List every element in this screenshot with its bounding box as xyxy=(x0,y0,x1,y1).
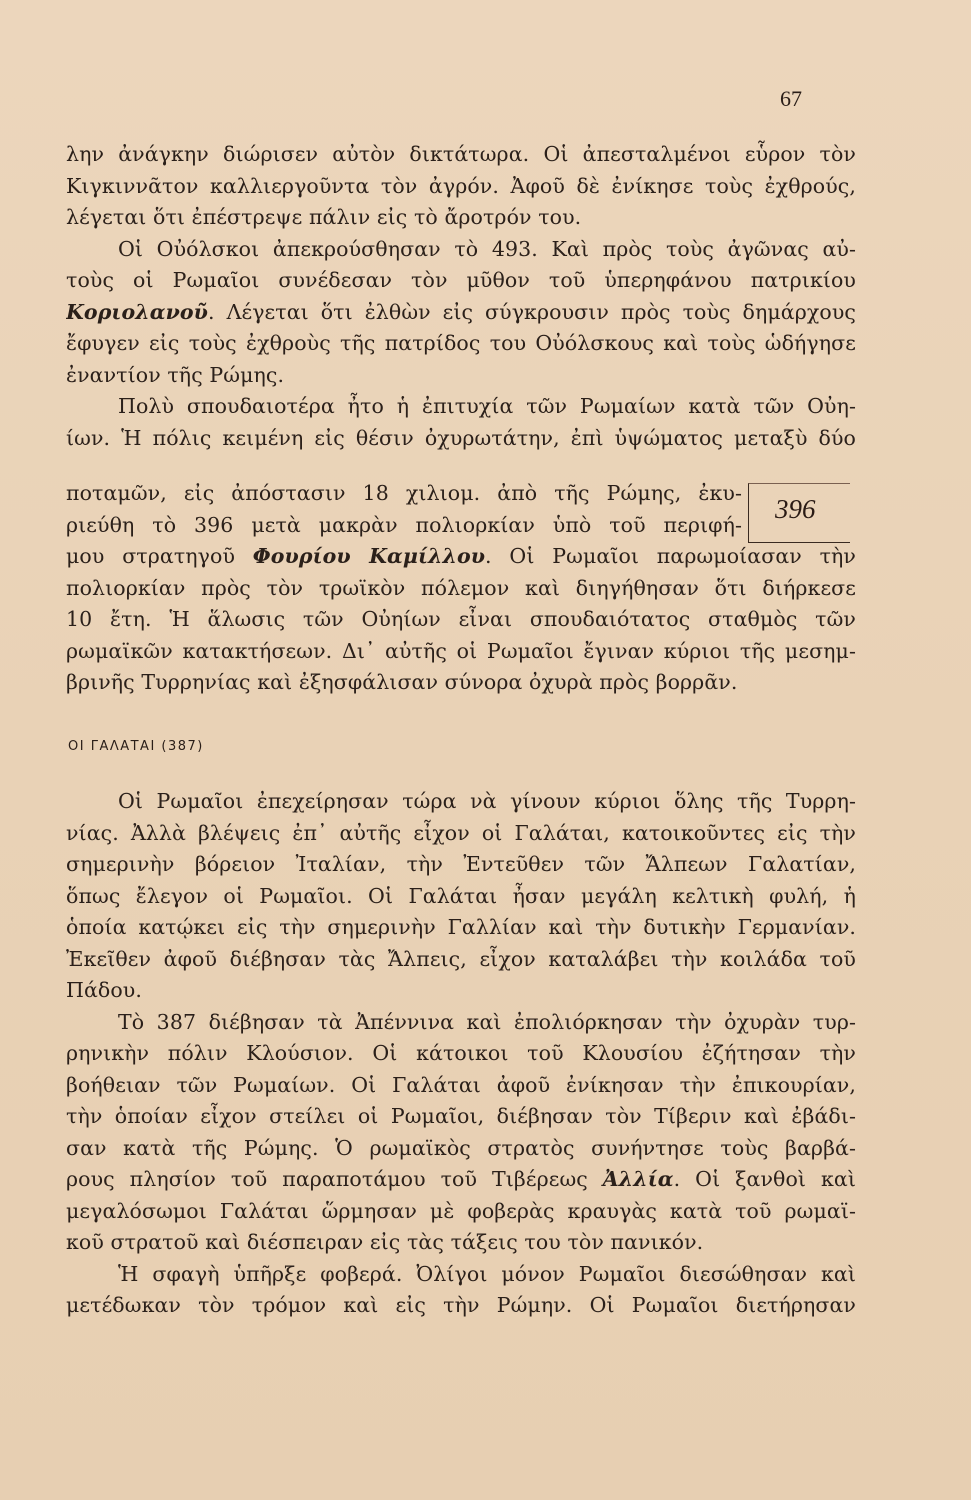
text-line: ὁποία κατῴκει εἰς τὴν σημερινὴν Γαλλίαν καὶ τὴν δυτικὴν Γερμανίαν. xyxy=(66,915,856,939)
text-line: ὅπως ἔλεγον οἱ Ρωμαῖοι. Οἱ Γαλάται ἦσαν μεγάλη κελτικὴ φυλή, ἡ xyxy=(66,883,856,908)
text-line: μεγαλόσωμοι Γαλάται ὥρμησαν μὲ φοβερὰς κραυγὰς κατὰ τοῦ ρωμαϊ- xyxy=(66,1198,856,1223)
paragraph-block-3 xyxy=(66,541,856,699)
text-line: σαν κατὰ τῆς Ρώμης. Ὁ ρωμαϊκὸς στρατὸς συνήντησε τοὺς βαρβά- xyxy=(66,1135,856,1160)
text-line: Οἱ Οὐόλσκοι ἀπεκρούσθησαν τὸ 493. Καὶ πρὸς τοὺς ἀγῶνας αὐ- xyxy=(118,236,856,261)
paragraph-block-1 xyxy=(66,139,856,454)
text-line-koriolanos xyxy=(66,297,856,329)
text-line: βοήθειαν τῶν Ρωμαίων. Οἱ Γαλάται ἀφοῦ ἐνίκησαν τὴν ἐπικουρίαν, xyxy=(66,1072,856,1097)
paragraph-block-4 xyxy=(66,786,856,1322)
page-number: 67 xyxy=(780,86,802,111)
text-line-allia xyxy=(66,1164,856,1196)
text-fragment: . Οἱ Ρωμαῖοι παρωμοίασαν τὴν xyxy=(485,544,856,568)
text-line: Ἐκεῖθεν ἀφοῦ διέβησαν τὰς Ἄλπεις, εἶχον καταλάβει τὴν κοιλάδα τοῦ xyxy=(66,946,856,971)
text-line: κοῦ στρατοῦ καὶ διέσπειραν εἰς τὰς τάξεις του τὸν πανικόν. xyxy=(66,1230,704,1254)
text-line: Πάδου. xyxy=(66,978,142,1002)
text-line: Ἡ σφαγὴ ὑπῆρξε φοβερά. Ὀλίγοι μόνον Ρωμαῖοι διεσώθησαν καὶ xyxy=(118,1261,856,1286)
marginal-date-text: 396 xyxy=(775,494,816,524)
text-line: ρηνικὴν πόλιν Κλούσιον. Οἱ κάτοικοι τοῦ Κλουσίου ἐζήτησαν τὴν xyxy=(66,1041,856,1065)
text-line: σημερινὴν βόρειον Ἰταλίαν, τὴν Ἐντεῦθεν τῶν Ἄλπεων Γαλατίαν, xyxy=(66,852,856,876)
text-fragment: . Λέγεται ὅτι ἐλθὼν εἰς σύγκρουσιν πρὸς τοὺς δημάρχους xyxy=(208,299,856,324)
text-line: ρωμαϊκῶν κατακτήσεων. Δι᾿ αὐτῆς οἱ Ρωμαῖοι ἔγιναν κύριοι τῆς μεσημ- xyxy=(66,638,856,663)
text-line: νίας. Ἀλλὰ βλέψεις ἐπ᾿ αὐτῆς εἶχον οἱ Γαλάται, κατοικοῦντες εἰς τὴν xyxy=(66,820,856,845)
bold-name-allia: Ἀλλία xyxy=(602,1167,674,1191)
text-line: τὴν ὁποίαν εἶχον στείλει οἱ Ρωμαῖοι, διέβησαν τὸν Τίβεριν καὶ ἐβάδι- xyxy=(66,1104,856,1128)
text-line: λην ἀνάγκην διώρισεν αὐτὸν δικτάτωρα. Οἱ ἀπεσταλμένοι εὗρον τὸν xyxy=(66,142,856,166)
text-fragment: μου στρατηγοῦ xyxy=(66,544,253,568)
text-line: ποταμῶν, εἰς ἀπόστασιν 18 χιλιομ. ἀπὸ τῆς Ρώμης, ἐκυ- xyxy=(66,481,742,505)
text-line: ἐναντίον τῆς Ρώμης. xyxy=(66,362,285,387)
marginal-date-note xyxy=(748,483,850,543)
text-line-camillus xyxy=(66,541,856,573)
text-line: 10 ἔτη. Ἡ ἅλωσις τῶν Οὐηίων εἶναι σπουδαιότατος σταθμὸς τῶν xyxy=(66,607,856,631)
bold-name-koriolanos: Κοριολανοῦ xyxy=(66,299,208,324)
text-line: ίων. Ἡ πόλις κειμένη εἰς θέσιν ὀχυρωτάτην, ἐπὶ ὑψώματος μεταξὺ δύο xyxy=(66,425,856,450)
paragraph-block-2 xyxy=(66,478,742,541)
text-line: Τὸ 387 διέβησαν τὰ Ἀπέννινα καὶ ἐπολιόρκησαν τὴν ὀχυρὰν τυρ- xyxy=(118,1009,856,1034)
text-fragment: . Οἱ ξανθοὶ καὶ xyxy=(673,1167,856,1191)
text-line: μετέδωκαν τὸν τρόμον καὶ εἰς τὴν Ρώμην. Οἱ Ρωμαῖοι διετήρησαν xyxy=(66,1293,856,1317)
section-heading: ΟΙ ΓΑΛΑΤΑΙ (387) xyxy=(68,739,204,754)
text-fragment: ρους πλησίον τοῦ παραποτάμου τοῦ Τιβέρεως xyxy=(66,1167,603,1191)
text-line: Κιγκιννᾶτον καλλιεργοῦντα τὸν ἀγρόν. Ἀφοῦ δὲ ἐνίκησε τοὺς ἐχθρούς, xyxy=(66,173,856,198)
text-line: πολιορκίαν πρὸς τὸν τρωϊκὸν πόλεμον καὶ διηγήθησαν ὅτι διήρκεσε xyxy=(66,575,856,600)
text-line: ριεύθη τὸ 396 μετὰ μακρὰν πολιορκίαν ὑπὸ τοῦ περιφή- xyxy=(66,512,742,537)
text-line: Πολὺ σπουδαιοτέρα ἦτο ἡ ἐπιτυχία τῶν Ρωμαίων κατὰ τῶν Οὐη- xyxy=(118,394,856,418)
bold-name-camillus: Φουρίου Καμίλλου xyxy=(252,544,486,568)
text-line: ἔφυγεν εἰς τοὺς ἐχθροὺς τῆς πατρίδος του Οὐόλσκους καὶ τοὺς ὡδήγησε xyxy=(66,331,856,355)
text-line: τοὺς οἱ Ρωμαῖοι συνέδεσαν τὸν μῦθον τοῦ ὑπερηφάνου πατρικίου xyxy=(66,268,856,292)
text-line: λέγεται ὅτι ἐπέστρεψε πάλιν εἰς τὸ ἄροτρόν του. xyxy=(66,205,582,229)
text-line: Οἱ Ρωμαῖοι ἐπεχείρησαν τώρα νὰ γίνουν κύριοι ὅλης τῆς Τυρρη- xyxy=(118,789,856,813)
text-line: βρινῆς Τυρρηνίας καὶ ἐξησφάλισαν σύνορα ὀχυρὰ πρὸς βορρᾶν. xyxy=(66,670,738,694)
